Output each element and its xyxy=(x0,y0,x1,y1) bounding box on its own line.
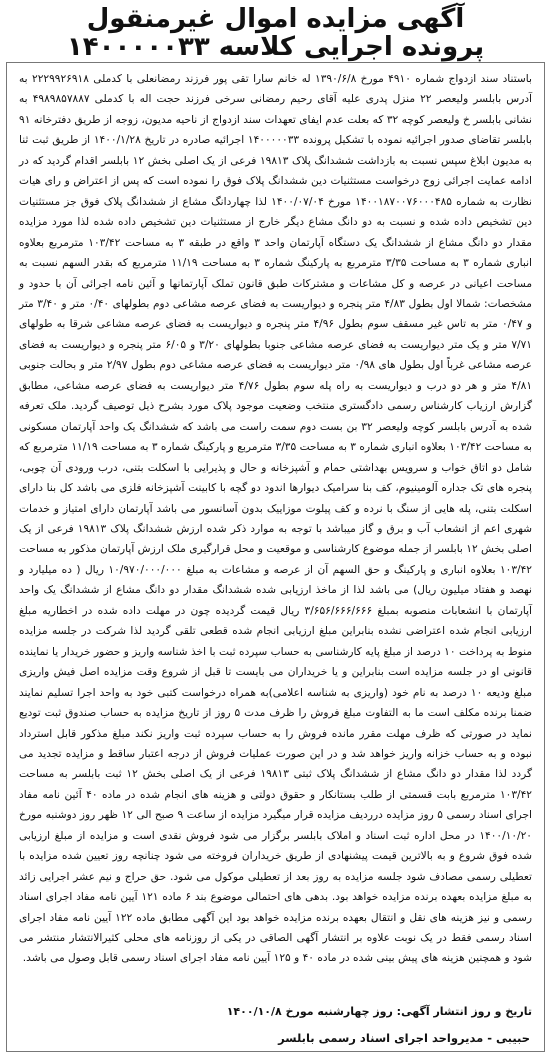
notice-frame xyxy=(6,62,545,1052)
case-number-title: پرونده اجرایی کلاسه ۱۴۰۰۰۰۰۳۳ xyxy=(66,32,485,62)
notice-title: آگهی مزایده اموال غیرمنقول xyxy=(86,4,465,34)
signature: حبیبی - مدیرواحد اجرای اسناد رسمی بابلسر xyxy=(278,1031,530,1045)
publication-date: تاریخ و روز انتشار آگهی: روز چهارشنبه مورخ ۱۴۰۰/۱۰/۸ xyxy=(226,1005,532,1018)
notice-body: باستناد سند ازدواج شماره ۴۹۱۰ مورخ ۱۳۹۰/۶/۸ له خانم سارا تقی پور فرزند رمضانعلی با کدملی ۲۲۲۹۹۲۶۹۱۸ به آدرس بابلسر ولیعصر ۲۲ منزل پدری علیه آقای رحیم رمضانی سرخی فرزند حجت اله با کدملی ۴۹۸۹۸۵۷۸۸۷ به نشانی بابلسر خ ولیعصر کوچه ۳۲ که بعلت عدم ایفای تعهدات سند ازدواج از ناحیه مدیون، زوجه از طریق دفترخانه ۹۱ بابلسر تقاضای صدور اجرائیه نموده با تشکیل پرونده ۱۴۰۰۰۰۰۳۳ اجرائیه صادره در تاریخ ۱۴۰۰/۱/۲۸ از طریق ثبت ثنا به مدیون ابلاغ سپس نسبت به بازداشت ششدانگ پلاک ۱۹۸۱۳ فرعی از یک اصلی بخش ۱۲ بابلسر اقدام گردید که در ادامه عمایت اجرائی زوج درخواست مستثنیات دین ششدانگ پلاک فوق را نموده است که پس از اعتراض و رای هیات نظارت به شماره ۱۴۰۰۱۸۷۰۰۷۶۰۰۰۴۸۵ مورخ ۱۴۰۰/۰۷/۰۴ لذا چهاردانگ مشاع از ششدانگ پلاک فوق جز مستثنیات دین تشخیص داده شده و نسبت به دو دانگ مشاع دیگر خارج از مستثنیات دین تشخیص داده شده لذا مورد مزایده مقدار دو دانگ مشاع از ششدانگ یک دستگاه آپارتمان واحد ۳ واقع در طبقه ۳ به مساحت ۱۰۳/۴۲ مترمربع بعلاوه انباری شماره ۳ به مساحت ۳/۳۵ مترمربع به پارکینگ شماره ۳ به مساحت ۱۱/۱۹ مترمربع که بقدر السهم نسبت به مساحت اعیانی در عرصه و کل مشاعات و مشترکات طبق قانون تملک آپارتمانها و آئین نامه اجرائی آن با حدود و مشخصات: شمالا اول بطول ۴/۸۳ متر پنجره و دیواریست به فضای عرصه مشاعی دوم بطولهای ۰/۴۰ متر و ۳/۴۰ متر و ۰/۴۷ متر به تاس غیر مسقف سوم بطول ۴/۹۶ متر پنجره و دیواریست به فضای عرصه مشاعی شرقا به طولهای ۷/۷۱ متر و یک متر دیواریست به فضای عرصه مشاعی جنوبا بطولهای ۳/۲۰ و ۶/۰۵ متر پنجره و دیواریست به فضای عرصه مشاعی غرباً اول بطول های ۰/۹۸ متر دیواریست به فضای عرصه مشاعی دوم بطول ۲/۹۷ متر و بحالت جنوبی ۴/۸۱ متر و هر دو درب و دیواریست به راه پله سوم بطول ۴/۷۶ متر دیواریست به فضای عرصه مشاعی، مطابق گزارش ارزیاب کارشناس رسمی دادگستری منتخب وضعیت موجود پلاک مورد بشرح ذیل توصیف گردید. ملک تعرفه شده به آدرس بابلسر کوچه ولیعصر ۳۲ بن بست دوم سمت راست می باشد که ششدانگ یک واحد آپارتمان مسکونی به مساحت ۱۰۳/۴۲ بعلاوه انباری شماره ۳ به مساحت ۳/۳۵ مترمربع و پارکینگ شماره ۳ به مساحت ۱۱/۱۹ مترمربع که شامل دو اتاق خواب و سرویس بهداشتی حمام و آشپزخانه و حال و پذیرایی با اسکلت بتنی، درب ورودی آن چوبی، پنجره های تک جداره آلومینیوم، کف بنا سرامیک دیوارها اندود دو گچه با کابینت آشپزخانه فلزی می باشد کل بنا دارای اسکلت بتنی، پله هایی از سنگ با نرده و کف پیلوت موزاییک بدون آسانسور می باشد آپارتمان دارای امتیاز و خدمات شهری اعم از انشعاب آب و برق و گاز میباشد با توجه به موارد ذکر شده ارزش ششدانگ پلاک ۱۹۸۱۳ فرعی از یک اصلی بخش ۱۲ بابلسر از جمله موضوع کارشناسی و موقعیت و محل قرارگیری ملک ارزش آپارتمان مذکور به مساحت ۱۰۳/۴۲ بعلاوه انباری و پارکینگ و حق السهم آن از عرصه و مشاعات به مبلغ ۱۰/۹۷۰/۰۰۰/۰۰۰ ریال ( ده میلیارد و نهصد و هفتاد میلیون ریال) می باشد لذا از ماخذ ارزیابی شده ششدانگ مقدار دو دانگ مشاع از ششدانگ یک واحد آپارتمان با انشعابات منصوبه بمبلغ ۳/۶۵۶/۶۶۶/۶۶۶ ریال قیمت گردیده چون در مهلت داده شده در اخطاریه مبلغ ارزیابی انجام شده اعتراضی نشده بنابراین مبلغ ارزیابی انجام شده قطعی تلقی گردید لذا شرکت در جلسه مزایده منوط به پرداخت ۱۰ درصد از مبلغ پایه کارشناسی به حساب سپرده ثبت با اخذ شناسه واریز و حضور خریدار یا نماینده قانونی او در جلسه مزایده است بنابراین و یا خریداران می بایست تا قبل از شروع وقت مزایده اصل فیش واریزی مبلغ ودیعه ۱۰ درصد به نام خود (واریزی به شناسه اعلامی)به همراه درخواست کتبی خود به واحد اجرا تسلیم نمایند ضمنا برنده مکلف است ما به التفاوت مبلغ فروش را ظرف مدت ۵ روز از تاریخ مزایده به حساب صندوق ثبت تودیع نماید در صورتی که ظرف مهلت مقرر مانده فروش را به حساب سپرده ثبت واریز نکند مبلغ مذکور قابل استرداد نبوده و به حساب خزانه واریز خواهد شد و در این صورت عملیات فروش از درجه اعتبار ساقط و مزایده تجدید می گردد لذا مقدار دو دانگ مشاع از ششدانگ پلاک ثبتی ۱۹۸۱۳ فرعی از یک اصلی بخش ۱۲ ثبت بابلسر به مساحت ۱۰۳/۴۲ مترمربع بابت قسمتی از طلب بستانکار و حقوق دولتی و هزینه های انجام شده در ماده ۴۰ آئین نامه مفاد اجرای اسناد رسمی ۵ روز مزایده درردیف مزایده قرار میگیرد مزایده از ساعت ۹ صبح الی ۱۲ ظهر روز دوشنبه مورخ ۱۴۰۰/۱۰/۲۰ در محل اداره ثبت اسناد و املاک بابلسر برگزار می شود فروش نقدی است و مزایده از مبلغ ارزیابی شده فوق شروع و به بالاترین قیمت پیشنهادی از طریق خریداران فروخته می شود چنانچه روز تعیین شده مزایده با تعطیلی رسمی مصادف شود جلسه مزایده به روز بعد از تعطیلی موکول می شود. حق حراج و نیم عشر اجرایی زائد به مبلغ مزایده بعهده برنده مزایده خواهد بود. بدهی های احتمالی موضوع بند ۶ ماده ۱۲۱ آیین نامه مفاد اجرای اسناد رسمی و نیز هزینه های نقل و انتقال بعهده برنده مزایده خواهد بود این آگهی مطابق ماده ۱۲۲ آیین نامه مفاد اجرای اسناد رسمی فقط در یک نوبت علاوه بر انتشار آگهی الصاقی در یکی از روزنامه های محلی کثیرالانتشار منتشر می شود و همچنین هزینه های پیش بینی شده در ماده ۴۰ و ۱۲۵ آیین نامه مفاد اجرای اسناد رسمی قابل وصول می باشد. xyxy=(19,73,533,965)
